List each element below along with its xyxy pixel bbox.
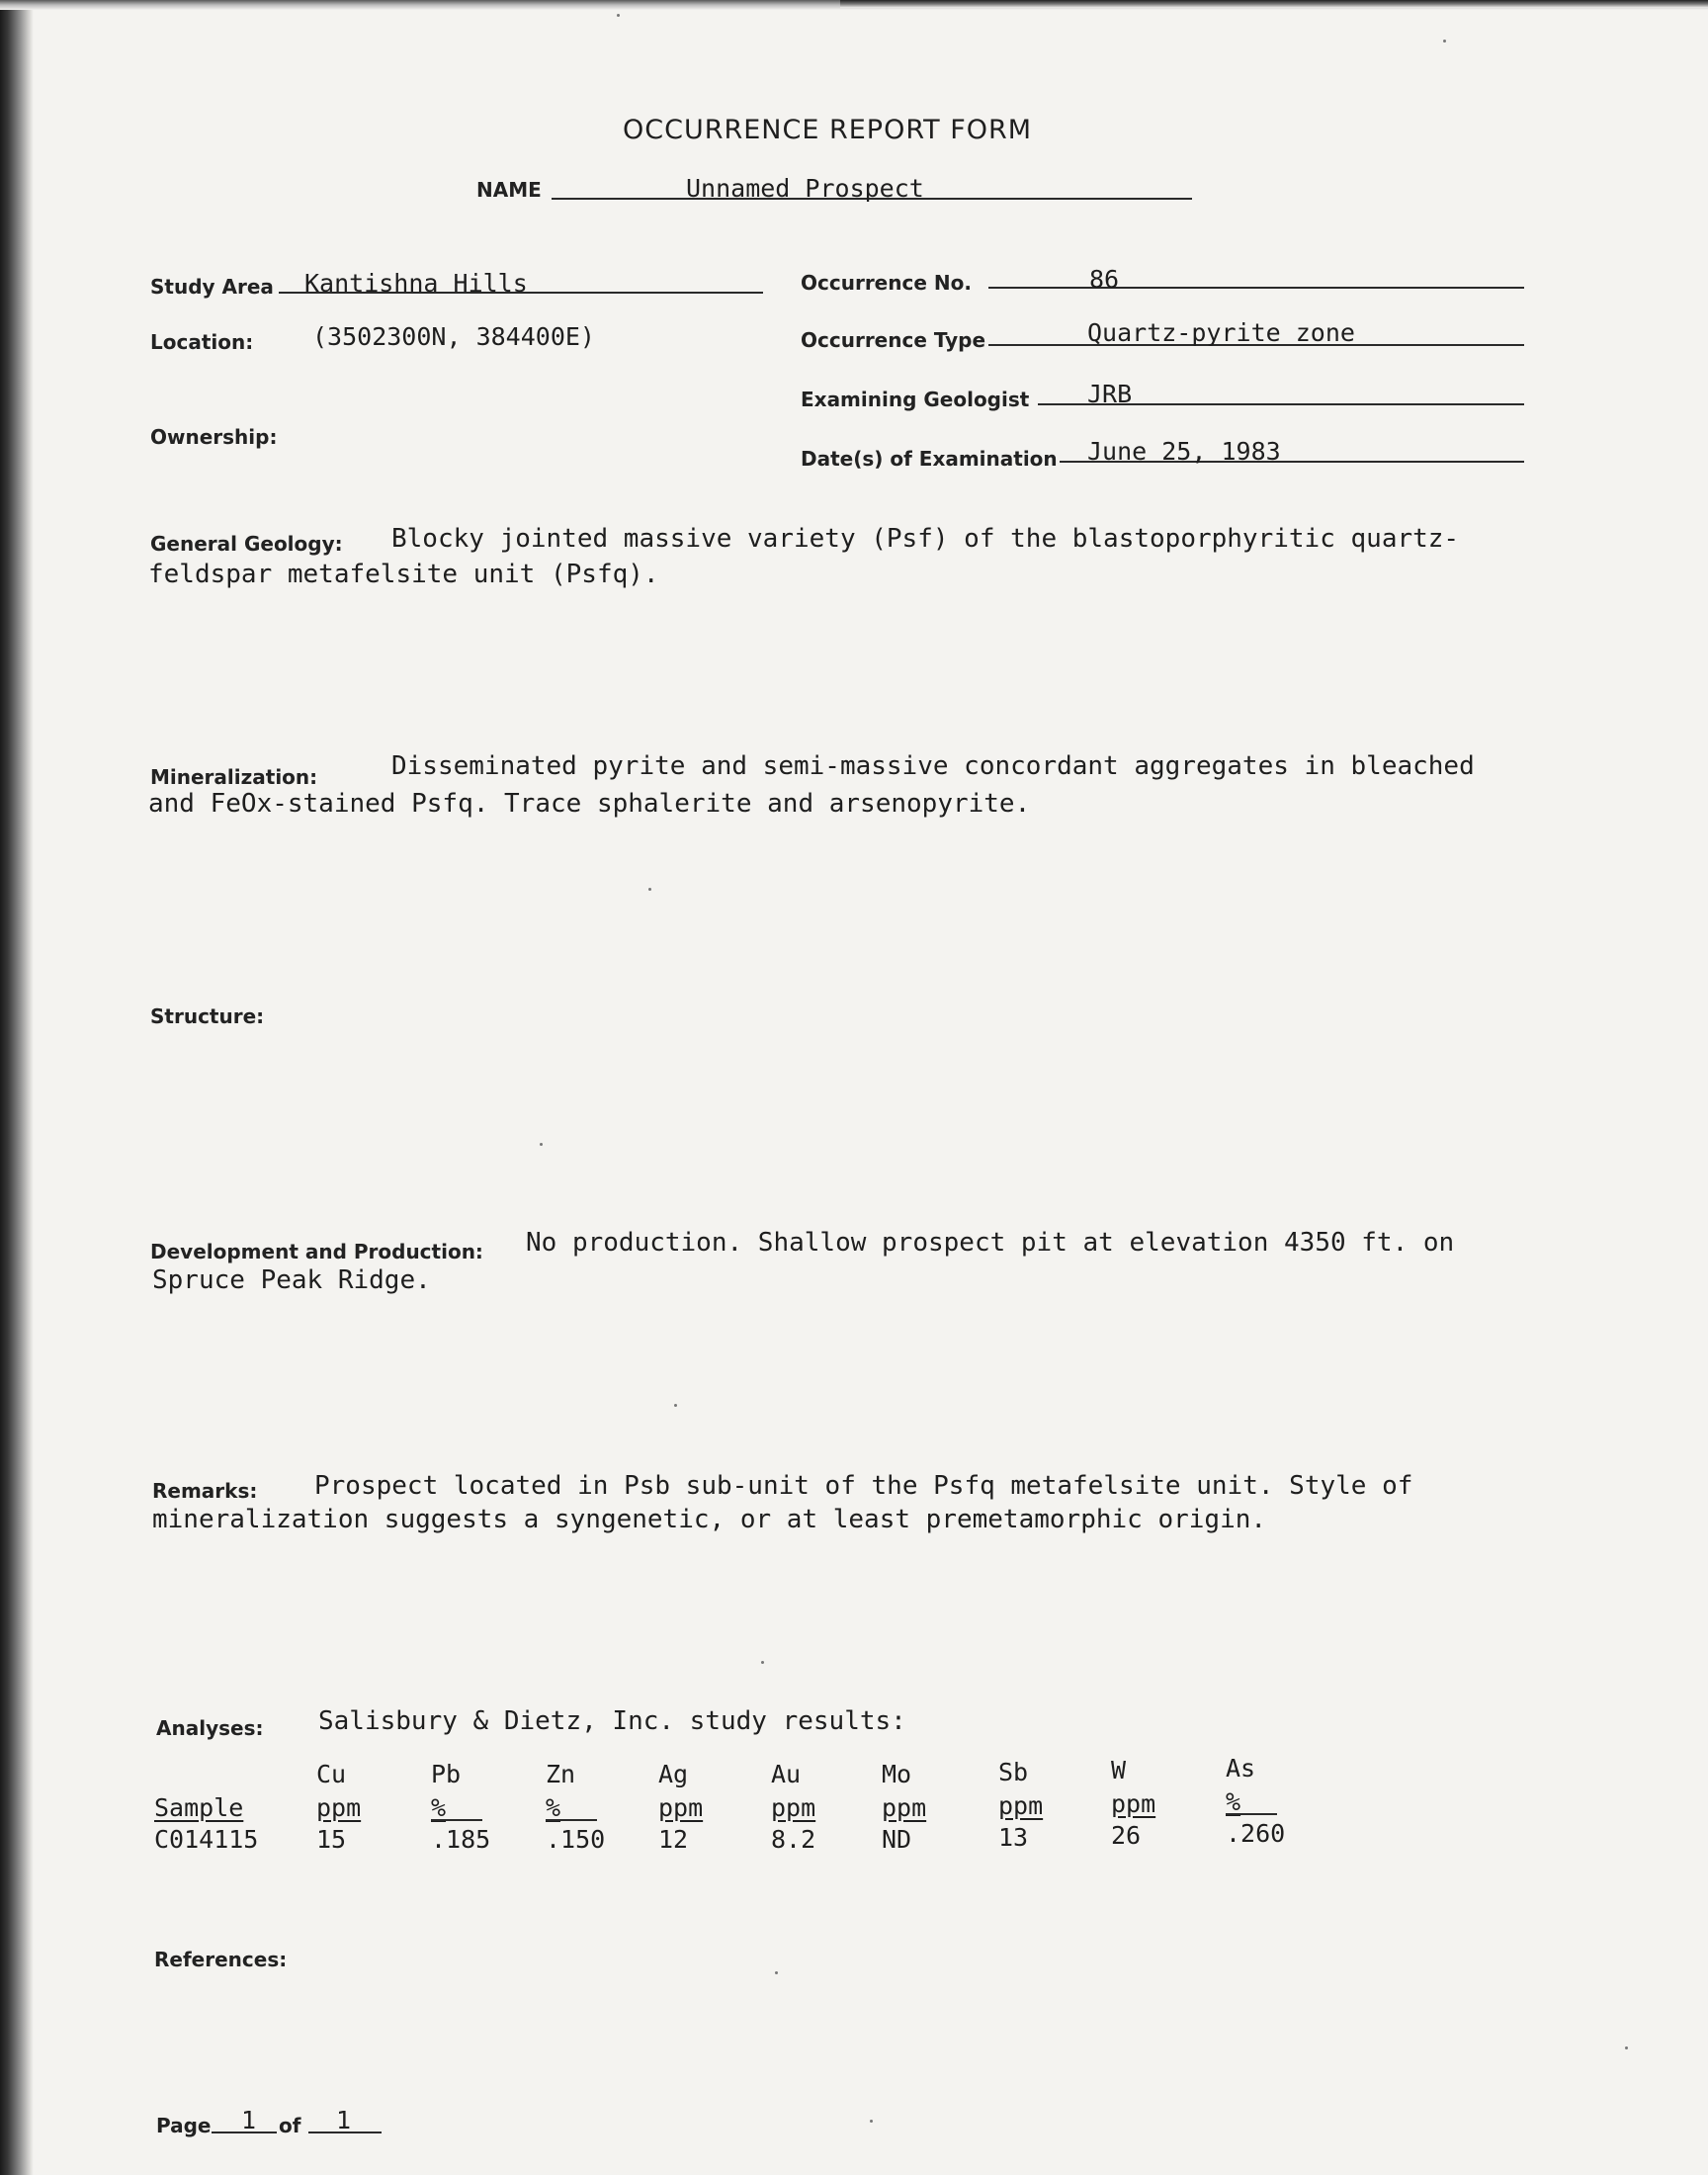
binding-shadow (0, 0, 34, 2175)
table-cell: 13 (998, 1823, 1029, 1852)
table-cell: .150 (546, 1825, 606, 1854)
remarks-line1: Prospect located in Psb sub-unit of the Psfq metafelsite unit. Style of (314, 1471, 1413, 1501)
remarks-label: Remarks: (152, 1479, 258, 1503)
page-number: 1 (241, 2106, 257, 2134)
general-geology-label: General Geology: (150, 532, 343, 556)
element-header: As (1226, 1754, 1256, 1783)
table-cell: .185 (431, 1825, 491, 1854)
table-cell: 8.2 (771, 1825, 816, 1854)
table-cell: 15 (316, 1825, 347, 1854)
mineralization-line2: and FeOx-stained Psfq. Trace sphalerite and arsenopyrite. (148, 789, 1031, 819)
structure-label: Structure: (150, 1004, 265, 1028)
scan-speck (674, 1404, 677, 1407)
geologist-label: Examining Geologist (801, 388, 1030, 411)
occurrence-type-value: Quartz-pyrite zone (1087, 318, 1355, 347)
occurrence-no-underline (988, 287, 1524, 289)
table-cell: ND (882, 1825, 912, 1854)
scan-speck (761, 1661, 764, 1664)
development-line2: Spruce Peak Ridge. (152, 1265, 431, 1295)
date-value: June 25, 1983 (1087, 437, 1281, 466)
unit-header: ppm (658, 1793, 704, 1822)
element-header: Mo (882, 1760, 912, 1788)
element-header: Ag (658, 1760, 689, 1788)
unit-header: ppm (998, 1791, 1044, 1820)
element-header: W (1111, 1756, 1127, 1784)
sample-id: C014115 (154, 1825, 259, 1854)
development-label: Development and Production: (150, 1240, 483, 1263)
element-header: Au (771, 1760, 802, 1788)
scan-speck (1443, 40, 1446, 43)
unit-header: ppm (316, 1793, 362, 1822)
page-total: 1 (336, 2106, 352, 2134)
scan-speck (617, 14, 620, 17)
unit-header: % (431, 1793, 447, 1822)
study-area-label: Study Area (150, 275, 274, 299)
development-line1: No production. Shallow prospect pit at elevation 4350 ft. on (526, 1228, 1455, 1258)
scan-speck (775, 1971, 778, 1974)
scan-speck (648, 888, 651, 891)
unit-header: ppm (771, 1793, 816, 1822)
scan-speck (540, 1143, 543, 1146)
mineralization-line1: Disseminated pyrite and semi-massive concordant aggregates in bleached (391, 751, 1475, 781)
remarks-line2: mineralization suggests a syngenetic, or at least premetamorphic origin. (152, 1505, 1267, 1534)
name-value: Unnamed Prospect (686, 174, 924, 203)
table-cell: 26 (1111, 1821, 1142, 1850)
geologist-value: JRB (1087, 380, 1133, 408)
element-header: Sb (998, 1758, 1029, 1786)
top-shadow-dark (840, 0, 1708, 8)
scan-speck (1625, 2046, 1628, 2049)
scan-speck (870, 2120, 873, 2123)
unit-header: % (546, 1793, 561, 1822)
unit-underline (546, 1819, 597, 1821)
page-label: Page (156, 2114, 212, 2137)
general-geology-line1: Blocky jointed massive variety (Psf) of the blastoporphyritic quartz- (391, 524, 1460, 554)
location-label: Location: (150, 330, 254, 354)
mineralization-label: Mineralization: (150, 765, 318, 789)
occurrence-no-label: Occurrence No. (801, 271, 972, 295)
analyses-intro: Salisbury & Dietz, Inc. study results: (318, 1706, 906, 1736)
unit-underline (431, 1819, 482, 1821)
ownership-label: Ownership: (150, 425, 278, 449)
of-label: of (279, 2114, 301, 2137)
unit-header: ppm (882, 1793, 927, 1822)
occurrence-no-value: 86 (1089, 265, 1120, 294)
element-header: Zn (546, 1760, 576, 1788)
general-geology-line2: feldspar metafelsite unit (Psfq). (148, 560, 659, 589)
unit-header: % (1226, 1787, 1241, 1816)
study-area-value: Kantishna Hills (304, 269, 528, 298)
date-label: Date(s) of Examination (801, 447, 1058, 471)
location-value: (3502300N, 384400E) (312, 322, 595, 351)
sample-header: Sample (154, 1793, 244, 1822)
references-label: References: (154, 1948, 288, 1971)
table-cell: 12 (658, 1825, 689, 1854)
unit-header: ppm (1111, 1789, 1156, 1818)
name-label: NAME (476, 178, 542, 202)
occurrence-type-label: Occurrence Type (801, 328, 986, 352)
unit-underline (1226, 1813, 1277, 1815)
form-title: OCCURRENCE REPORT FORM (623, 115, 1033, 145)
element-header: Pb (431, 1760, 462, 1788)
analyses-label: Analyses: (156, 1716, 264, 1740)
table-cell: .260 (1226, 1819, 1286, 1848)
element-header: Cu (316, 1760, 347, 1788)
